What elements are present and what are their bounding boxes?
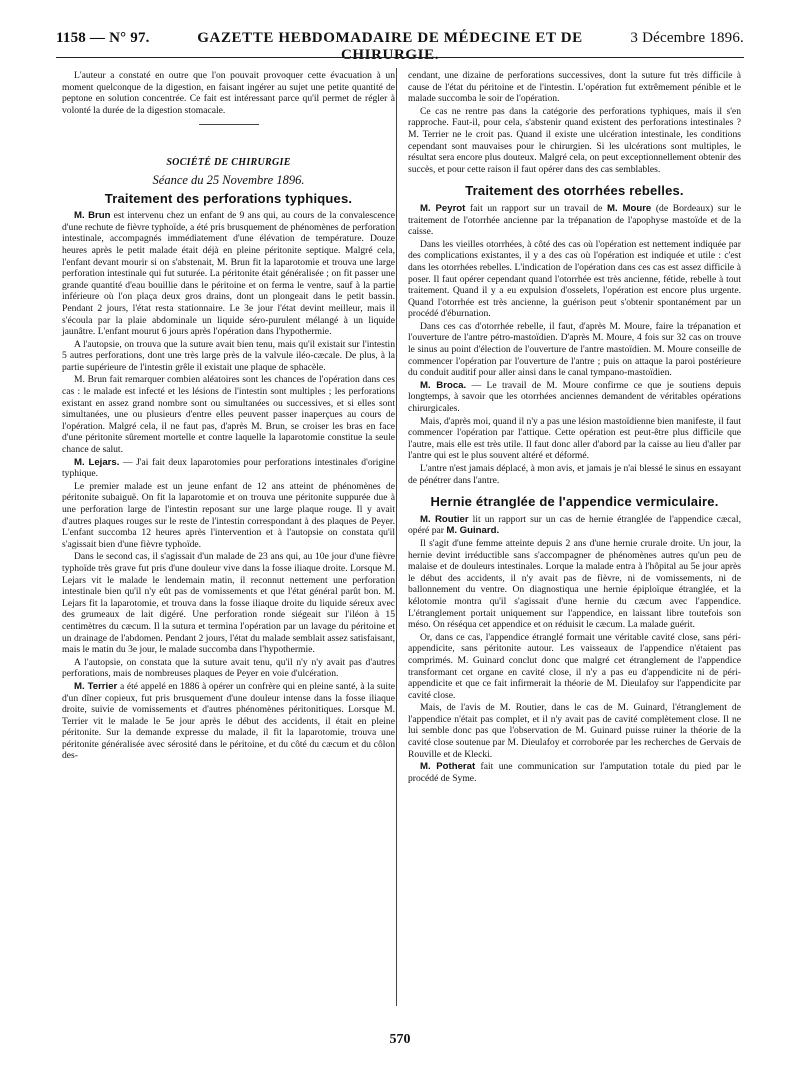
paragraph: Or, dans ce cas, l'appendice étranglé formait une véritable cavité close, sans péri-appendicite, sans péritonite autour. Les vaisseaux de l'appendice n'étaient pas comprimés. M. Guinard conclut donc que malgré cet étranglement de l'appendice transformant cet organe en cavité close, il n'y a pas eu d'appendicite ni de péri-appendicite et que ce fait infirmerait la théorie de M. Dieulafoy sur l'appendicite par cavité close.	[408, 631, 741, 701]
paragraph	[408, 380, 741, 415]
paragraph-text: lit un rapport sur un cas de hernie étranglée de l'appendice cæcal, opéré par	[408, 513, 741, 537]
paragraph: Dans les vieilles otorrhées, à côté des cas où l'opération est nettement indiquée par des complications existantes, il y a des cas où l'opération est indiquée et utile : c'est dans les otorrhées rebelles. L'indication de l'opération dans ces cas est assez difficile à poser. Il faut opérer cependant quand l'otorrhée est très ancienne, fétide, rebelle à tout traitement. Quand il y a eu expulsion d'osselets, l'opération est encore plus urgente. Quand l'otorrhée est très ancienne, la guérison peut s'obtenir spontanément par un procédé d'éburnation.	[408, 238, 741, 320]
society-heading: SOCIÉTÉ DE CHIRURGIE	[166, 157, 291, 169]
section-title-otorrhees: Traitement des otorrhées rebelles.	[465, 183, 684, 199]
speaker-name: M. Peyrot	[420, 202, 466, 214]
column-divider	[396, 68, 397, 1006]
speaker-name: M. Lejars.	[74, 456, 120, 468]
paragraph	[408, 761, 741, 784]
speaker-name: M. Routier	[420, 513, 469, 525]
paragraph: Mais, de l'avis de M. Routier, dans le cas de M. Guinard, l'étranglement de l'appendice n'était pas complet, et il n'y avait pas de cavité complètement close. Il ne lui semble donc pas que l'observation de M. Guinard puisse ruiner la théorie de la cavité close soutenue par M. Dieulafoy et corroborée par les recherches de Gervais de Rouville et de Klecki.	[408, 702, 741, 760]
paragraph: cendant, une dizaine de perforations successives, dont la suture fut très difficile à cause de l'état du péritoine et de l'intestin. L'opération fut extrêmement pénible et le malade succomba le soir de l'opération.	[408, 70, 741, 105]
speaker-name: M. Moure	[606, 202, 652, 214]
paragraph-text: est intervenu chez un enfant de 9 ans qui, au cours de la convalescence d'une rechute de fièvre typhoïde, a été pris brusquement de phénomènes de perforation intestinale, accompagnés immédiatement d'une élévation de température. Douze heures après le petit malade était déjà en pleine péritonite septique. Malgré cela, l'enfant devant mourir si on s'abstenait, M. Brun fit la laparotomie et trouva une large perforation intestinale qui fut suturée. La péritonite était généralisée ; on fit passer une grande quantité d'eau bouillie dans le péritoine et on ferma le ventre, sauf à la partie inférieure où l'on plaça deux gros drains, dont un plongeait dans le petit bassin. Pendant 2 jours, l'état resta stationnaire. Le 3e jour l'état devint meilleur, mais il s'écoula par la plaie abdominale un liquide séro-purulent mélangé à un liquide jaunâtre. L'enfant mourut 6 jours après l'opération dans l'hypothermie.	[62, 210, 395, 338]
paragraph	[62, 210, 395, 338]
intro-paragraph: L'auteur a constaté en outre que l'on pouvait provoquer cette évacuation à un moment quelconque de la digestion, en faisant ingérer au sujet une petite quantité de peptone en solution concentrée. Ce fait est intéressant parce qu'il permet de régler à volonté la durée de la digestion stomacale.	[62, 70, 395, 116]
speaker-name: M. Guinard.	[446, 525, 500, 537]
paragraph-text: fait un rapport sur un travail de	[465, 202, 607, 214]
seance-date: Séance du 25 Novembre 1896.	[152, 172, 305, 187]
header-rule	[56, 57, 744, 58]
paragraph	[408, 514, 741, 537]
speaker-name: M. Potherat	[420, 761, 476, 773]
paragraph-text: — Le travail de M. Moure confirme ce que je soutiens depuis longtemps, à savoir que les otorrhées anciennes demandent de véritables opérations chirurgicales.	[408, 379, 741, 415]
paragraph: A l'autopsie, on constata que la suture avait tenu, qu'il n'y n'y avait pas d'autres perforations, mais de nombreuses plaques de Peyer en voie d'ulcération.	[62, 656, 395, 680]
section-title-hernie: Hernie étranglée de l'appendice vermiculaire.	[430, 494, 719, 510]
paragraph	[62, 681, 395, 762]
section-title-perforations: Traitement des perforations typhiques.	[104, 190, 353, 206]
paragraph	[408, 203, 741, 238]
speaker-name: M. Brun	[74, 210, 111, 222]
speaker-name: M. Broca.	[420, 379, 467, 391]
paragraph	[62, 457, 395, 480]
paragraph: Le premier malade est un jeune enfant de 12 ans atteint de phénomènes de péritonite subaiguë. On fit la laparotomie et on trouva une péritonite suppurée due à une perforation large de l'intestin reposant sur une large plaque rouge. Il y avait d'autres plaques rouges sur le reste de l'intestin correspondant à des plaques de Peyer. L'enfant succomba 12 heures après l'intervention et à l'autopsie on constata qu'il s'agissait bien d'une fièvre typhoïde.	[62, 480, 395, 550]
journal-title: GAZETTE HEBDOMADAIRE DE MÉDECINE ET DE CHIRURGIE.	[197, 30, 583, 63]
issue-date: 3 Décembre 1896.	[630, 30, 744, 46]
paragraph: L'antre n'est jamais déplacé, à mon avis, et jamais je n'ai blessé le sinus en essayant de pénétrer dans l'antre.	[408, 463, 741, 486]
page-header	[56, 30, 744, 63]
section-separator	[199, 124, 259, 125]
left-column	[62, 70, 395, 763]
paragraph-text: — J'ai fait deux laparotomies pour perforations intestinales d'origine typhique.	[62, 456, 395, 480]
paragraph: Dans ces cas d'otorrhée rebelle, il faut, d'après M. Moure, faire la trépanation et l'ouverture de l'antre pétro-mastoïdien. D'après M. Moure, 4 fois sur 32 cas on trouve le sinus au point d'élection de l'ouverture de l'antre mastoïdien. M. Moure conseille de commencer l'opération par l'ouverture de l'antre ; puis on attaque la paroi postérieure du conduit auditif pour aller ainsi dans le canal tympano-mastoïdien.	[408, 320, 741, 379]
paragraph-text: (de Bordeaux) sur le traitement de l'otorrhée ancienne par la trépanation de l'apophyse mastoïde et de la caisse.	[408, 202, 741, 238]
page-number: 570	[389, 1032, 411, 1047]
paragraph: A l'autopsie, on trouva que la suture avait bien tenu, mais qu'il existait sur l'intestin 5 autres perforations, dont une très large près de la valvule iléo-cæcale. De plus, à la partie supérieure de l'intestin grêle il existait une plaque de sphacèle.	[62, 338, 395, 373]
paragraph: Ce cas ne rentre pas dans la catégorie des perforations typhiques, mais il s'en rapproche. Faut-il, pour cela, s'abstenir quand existent des perforations intestinales ? M. Terrier ne le croit pas. Quand il existe une ulcération intestinale, les conditions cependant sont mauvaises pour le chirurgien. Si les ulcérations sont multiples, le résultat sera encore plus douteux. Malgré cela, on peut exceptionnellement obtenir des succès, et pour cette raison il faut opérer dans des cas semblables.	[408, 105, 741, 175]
paragraph: Il s'agit d'une femme atteinte depuis 2 ans d'une hernie crurale droite. Un jour, la hernie devint irréductible sans s'accompagner de phénomènes autres qu'un peu de malaise et de douleurs intestinales. Lorque la malade entra à l'hôpital au 5e jour après le début des accidents, il n'y avait pas de fièvre, ni de vomissements, ni de ballonnement du ventre. On diagnostiqua une hernie épiploïque étranglée, et la kélotomie montra qu'il s'agissait d'une hernie du cæcum avec l'appendice. L'étranglement portait uniquement sur l'appendice, en laissant libre toutefois son méso. On réséqua cet appendice et on réduisit le cæcum. La malade guérit.	[408, 537, 741, 631]
speaker-name: M. Terrier	[74, 680, 118, 692]
paragraph: Dans le second cas, il s'agissait d'un malade de 23 ans qui, au 10e jour d'une fièvre typhoïde très grave fut pris d'une douleur vive dans la fosse iliaque droite. Lorsque M. Lejars vit le malade le lendemain matin, il reconnut nettement une perforation intestinale bien qu'il n'y eût pas de vomissements et que l'état général parût bon. M. Lejars fit la laparotomie, et trouva dans la fosse iliaque droite du liquide séreux avec des grumeaux de lait digéré. Une perforation ronde siégeait sur l'iléon à 15 centimètres du cæcum. Il la sutura et termina l'opération par un lavage du péritoine et un drainage de l'abdomen. Pendant 2 jours, l'état du malade semblait assez satisfaisant, mais le matin du 3e jour, le malade succomba dans l'hypothermie.	[62, 551, 396, 656]
paragraph-text: a été appelé en 1886 à opérer un confrère qui en pleine santé, à la suite d'un dîner copieux, fut pris brusquement d'une douleur intense dans la fosse iliaque droite, suivie de vomissements et d'autres phénomènes péritonitiques. Lorsque M. Terrier vit le malade le 5e jour après le début des accidents, il était en pleine péritonite. Sur la demande expresse du malade, il fit la laparotomie, trouva une péritonite généralisée avec sérosité dans le péritoine, et du côté du cæcum et du côlon des-	[62, 680, 396, 762]
right-column	[408, 70, 741, 785]
paragraph: M. Brun fait remarquer combien aléatoires sont les chances de l'opération dans ces cas : le malade est infecté et les lésions de l'intestin sont multiples ; les perforations existant en assez grand nombre sont ou simultanées ou successives, et si elles sont simultanées, une ou plusieurs d'entre elles peuvent passer inaperçues au cours de l'opération. Malgré cela, il ne faut pas, d'après M. Brun, se croiser les bras en face d'une péritonite sûrement mortelle et contre laquelle la laparotomie constitue la seule chance de salut.	[62, 374, 395, 456]
page-issue-number: 1158 — N° 97.	[56, 30, 150, 46]
paragraph: Mais, d'après moi, quand il n'y a pas une lésion mastoïdienne bien manifeste, il faut commencer l'opération par l'attique. Cette opération est peut-être plus difficile que l'autre, mais elle est très utile. Il faut donc aller d'abord par la caisse au lieu d'aller par l'antre qui est le plus souvent altéré et déformé.	[408, 415, 741, 462]
paragraph-text: fait une communication sur l'amputation totale du pied par le procédé de Syme.	[408, 761, 741, 784]
